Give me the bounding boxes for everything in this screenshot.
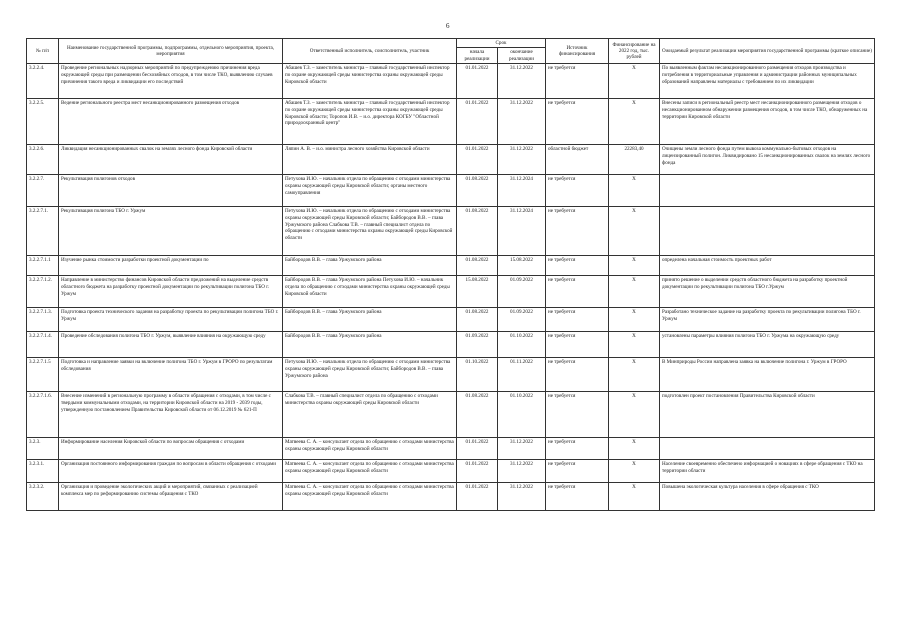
row-source: не требуется [546,175,609,207]
row-number: 3.2.2.7.1.5 [27,358,59,392]
row-responsible: Абашев Т.З. – заместитель министра – главный государственный инспектор по охране окружающей среды министерства охраны окружающей среды Кировской области; Торопов И.В. – и.о. директора КОГБУ "Областной природоохранный центр" [283,99,457,145]
row-name: Ликвидация несанкционированных свалок на землях лесного фонда Кировской области [59,145,283,175]
row-name: Проведение обследования полигона ТБО г. Уржум, выявление влияния на окружающую среду [59,332,283,358]
table-row [27,358,875,392]
row-number: 3.2.2.6. [27,145,59,175]
table-row [27,460,875,483]
row-financing: X [609,392,660,438]
row-source: не требуется [546,438,609,460]
row-financing: X [609,256,660,276]
row-end-date: 01.10.2022 [498,332,546,358]
row-start-date: 01.01.2022 [457,64,498,99]
row-result: подготовлен проект постановления Правительства Кировской области [660,392,875,438]
row-financing: X [609,438,660,460]
row-financing: X [609,358,660,392]
row-result: Внесены записи в региональный реестр мест несанкционированного размещения отходов о несанкционированном обнаружении размещения отходов, в том числе ТКО, обнаруженных на территории Кировской области [660,99,875,145]
row-end-date: 31.12.2022 [498,483,546,511]
row-source: не требуется [546,276,609,308]
row-name: Организация постоянного информирования граждан по вопросам в области обращения с отходами [59,460,283,483]
row-number: 3.2.3. [27,438,59,460]
row-number: 3.2.2.7.1.1 [27,256,59,276]
row-source: не требуется [546,332,609,358]
row-responsible: Байбородов В.В. – глава Уржумского района [283,256,457,276]
row-end-date: 31.12.2022 [498,145,546,175]
header-name: Наименование государственной программы, подпрограммы, отдельного мероприятия, проекта, мероприятия [59,39,283,64]
header-term: Срок [457,39,546,48]
row-result [660,175,875,207]
header-financing: Финансирование на 2022 год, тыс. рублей [609,39,660,64]
page-number: 6 [446,22,450,30]
row-start-date: 01.01.2022 [457,438,498,460]
row-result: Повышена экологическая культура населения в сфере обращения с ТКО [660,483,875,511]
row-financing: X [609,460,660,483]
row-start-date: 01.08.2022 [457,207,498,256]
table-row [27,438,875,460]
row-name: Ведение регионального реестра мест несанкционированного размещения отходов [59,99,283,145]
row-responsible: Матвеева С. А. – консультант отдела по обращению с отходами министерства охраны окружающей среды Кировской области [283,460,457,483]
row-responsible: Абашев Т.З. – заместитель министра – главный государственный инспектор по охране окружающей среды министерства охраны окружающей среды Кировской области [283,64,457,99]
row-source: не требуется [546,207,609,256]
row-number: 3.2.2.5. [27,99,59,145]
row-start-date: 01.01.2022 [457,483,498,511]
row-responsible: Байбородов В.В. – глава Уржумского района [283,332,457,358]
table-row [27,64,875,99]
row-name: Внесение изменений в региональную программу в области обращения с отходами, в том числе с твердыми коммунальными отходами, на территории Кировской области на 2019 - 2039 годы, утвержденную постановлением Правительства Кировской области от 06.12.2019 № 621-П [59,392,283,438]
row-result: Население своевременно обеспечено информацией о новациях в сфере обращения с ТКО на территории области [660,460,875,483]
row-name: Рекультивация полигонов отходов [59,175,283,207]
header-result: Ожидаемый результат реализации мероприятия государственной программы (краткое описание) [660,39,875,64]
row-financing: X [609,332,660,358]
row-responsible: Ляпин А. В. – и.о. министра лесного хозяйства Кировской области [283,145,457,175]
row-result: Очищены земли лесного фонда путем вывоза коммунально-бытовых отходов на лицензированный полигон. Ликвидировано 15 несанкционированных свалок на землях лесного фонда [660,145,875,175]
table-row [27,99,875,145]
row-end-date: 01.09.2022 [498,276,546,308]
row-start-date: 01.09.2022 [457,332,498,358]
row-result: По выявленным фактам несанкционированного размещения отходов производства и потребления в территориальные управления и администрации районных муниципальных образований направлены материалы с требованием по их ликвидации [660,64,875,99]
table-row [27,175,875,207]
row-name: Организация и проведение экологических акций и мероприятий, связанных с реализацией комплекса мер по реформированию системы обращения с ТКО [59,483,283,511]
row-financing: X [609,175,660,207]
row-name: Направление в министерство финансов Кировской области предложений на выделение средств областного бюджета на разработку проектной документации по рекультивации полигона ТБО г. Уржум [59,276,283,308]
row-responsible: Матвеева С. А. – консультант отдела по обращению с отходами министерства охраны окружающей среды Кировской области [283,483,457,511]
row-responsible: Байбородов В.В. – глава Уржумского района Петухова И.Ю. – начальник отдела по обращению с отходами министерства охраны окружающей среды Кировской области [283,276,457,308]
row-start-date: 01.01.2022 [457,460,498,483]
row-name: Проведение региональных надзорных мероприятий по предупреждению причинения вреда окружающей среды при размещении бесхозяйных отходов, в том числе ТКО, выявлению случаев причинения такого вреда и ликвидации его последствий [59,64,283,99]
row-result: В Минприроды России направлена заявка на включение полигона г. Уржум в ГРОРО [660,358,875,392]
table-row [27,276,875,308]
row-source: не требуется [546,256,609,276]
row-source: не требуется [546,392,609,438]
row-responsible: Байбородов В.В. – глава Уржумского района [283,308,457,332]
row-financing: X [609,483,660,511]
row-number: 3.2.2.7.1. [27,207,59,256]
row-start-date: 01.08.2022 [457,175,498,207]
row-start-date: 01.01.2022 [457,145,498,175]
row-financing: X [609,308,660,332]
row-number: 3.2.2.7.1.6. [27,392,59,438]
row-start-date: 01.08.2022 [457,256,498,276]
row-result: установлены параметры влияния полигона ТБО г. Уржума на окружающую среду [660,332,875,358]
row-source: не требуется [546,64,609,99]
row-end-date: 31.12.2022 [498,460,546,483]
header-term-start: начала реализации [457,48,498,64]
row-financing: X [609,207,660,256]
row-number: 3.2.3.2. [27,483,59,511]
row-start-date: 01.08.2022 [457,308,498,332]
table-row [27,392,875,438]
row-responsible: Матвеева С. А. – консультант отдела по обращению с отходами министерства охраны окружающей среды Кировской области [283,438,457,460]
row-number: 3.2.2.7.1.3. [27,308,59,332]
row-financing: X [609,99,660,145]
row-responsible: Слабкова Т.В. – главный специалист отдела по обращению с отходами министерства охраны окружающей среды Кировской области [283,392,457,438]
program-table [26,38,875,511]
table-row [27,145,875,175]
row-result: определена начальная стоимость проектных работ [660,256,875,276]
row-source: не требуется [546,358,609,392]
table-row [27,308,875,332]
row-source: не требуется [546,460,609,483]
row-name: Изучение рынка стоимости разработки проектной документации по [59,256,283,276]
row-financing: X [609,64,660,99]
row-end-date: 01.10.2022 [498,392,546,438]
row-number: 3.2.2.7.1.2. [27,276,59,308]
row-result: Разработано техническое задание на разработку проекта по рекультивации полигона ТБО г. Уржум [660,308,875,332]
table-body [27,64,875,511]
row-end-date: 31.12.2024 [498,207,546,256]
row-source: не требуется [546,483,609,511]
row-source: не требуется [546,308,609,332]
header-num: № п/п [27,39,59,64]
row-number: 3.2.3.1. [27,460,59,483]
table-row [27,207,875,256]
row-start-date: 01.08.2022 [457,392,498,438]
row-number: 3.2.2.7.1.4. [27,332,59,358]
row-start-date: 15.08.2022 [457,276,498,308]
row-name: Рекультивация полигона ТБО г. Уржум [59,207,283,256]
row-name: Подготовка и направление заявки на включение полигона ТБО г. Уржум в ГРОРО по результатам обследования [59,358,283,392]
row-end-date: 31.12.2024 [498,175,546,207]
row-name: Подготовка проекта технического задания на разработку проекта по рекультивации полигона ТБО г. Уржум [59,308,283,332]
row-start-date: 01.01.2022 [457,99,498,145]
row-number: 3.2.2.7. [27,175,59,207]
row-financing: 22283,40 [609,145,660,175]
table-row [27,483,875,511]
header-responsible: Ответственный исполнитель, соисполнитель, участник [283,39,457,64]
row-end-date: 15.08.2022 [498,256,546,276]
row-source: не требуется [546,99,609,145]
row-result: принято решение о выделении средств областного бюджета на разработку проектной документации по рекультивации полигона ТБО г.Уржум [660,276,875,308]
row-responsible: Петухова И.Ю. – начальник отдела по обращению с отходами министерства охраны окружающей среды Кировской области; органы местного самоуправления [283,175,457,207]
header-source: Источник финансирования [546,39,609,64]
row-end-date: 31.12.2022 [498,64,546,99]
row-source: областной бюджет [546,145,609,175]
row-end-date: 31.12.2022 [498,438,546,460]
row-responsible: Петухова И.Ю. – начальник отдела по обращению с отходами министерства охраны окружающей среды Кировской области; Байбородов В.В. – глава Уржумского района Слабкова Т.В. – главный специалист отдела по обращению с отходами министерства охраны окружающей среды Кировской области [283,207,457,256]
table-row [27,256,875,276]
row-end-date: 01.09.2022 [498,308,546,332]
row-end-date: 31.12.2022 [498,99,546,145]
row-end-date: 01.11.2022 [498,358,546,392]
row-financing: X [609,276,660,308]
table-header [27,39,875,64]
row-start-date: 01.10.2022 [457,358,498,392]
row-result [660,438,875,460]
row-result [660,207,875,256]
row-responsible: Петухова И.Ю. – начальник отдела по обращению с отходами министерства охраны окружающей среды Кировской области; Байбородов В.В. – глава Уржумского района [283,358,457,392]
header-term-end: окончание реализации [498,48,546,64]
row-name: Информирование населения Кировской области по вопросам обращения с отходами [59,438,283,460]
row-number: 3.2.2.4. [27,64,59,99]
table-row [27,332,875,358]
